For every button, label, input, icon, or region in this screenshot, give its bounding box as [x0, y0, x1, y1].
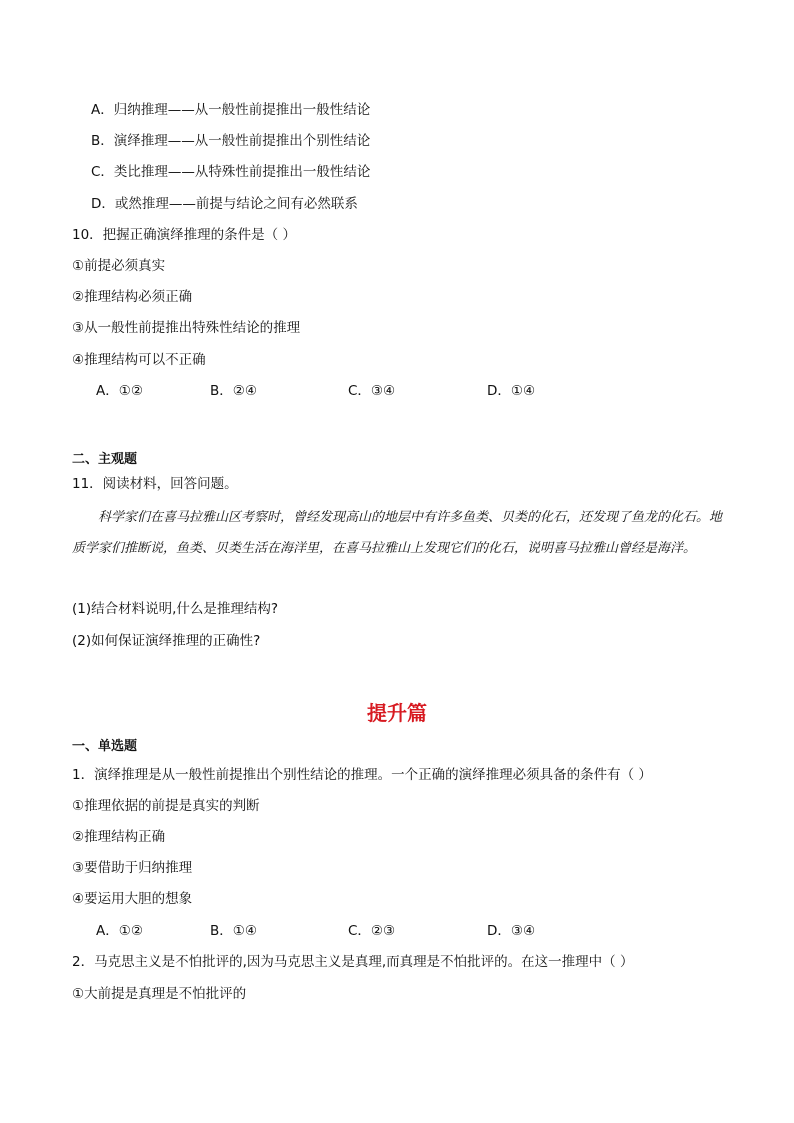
- section-title: 提升篇: [367, 701, 427, 725]
- p2-item-1: ①大前提是真理是不怕批评的: [72, 986, 247, 1002]
- q11-sub-1: (1)结合材料说明,什么是推理结构?: [72, 601, 279, 617]
- q10-choice-b: B．②④: [210, 383, 257, 399]
- p1-item-3: ③要借助于归纳推理: [72, 860, 193, 876]
- q11-sub-2: (2)如何保证演绎推理的正确性?: [72, 633, 261, 649]
- p1-choice-a: A．①②: [96, 923, 143, 939]
- p1-choice-b: B．①④: [210, 923, 257, 939]
- q11-stem: 11．阅读材料，回答问题。: [72, 476, 238, 492]
- q9-option-b: B．演绎推理——从一般性前提推出个别性结论: [91, 133, 371, 149]
- q9-option-a: A．归纳推理——从一般性前提推出一般性结论: [91, 102, 371, 118]
- p1-item-4: ④要运用大胆的想象: [72, 891, 193, 907]
- p1-item-1: ①推理依据的前提是真实的判断: [72, 798, 260, 814]
- p1-stem: 1．演绎推理是从一般性前提推出个别性结论的推理。一个正确的演绎推理必须具备的条件有（ ）: [72, 767, 652, 783]
- q9-option-c: C．类比推理——从特殊性前提推出一般性结论: [91, 164, 371, 180]
- q10-item-1: ①前提必须真实: [72, 258, 166, 274]
- p1-choice-d: D．③④: [487, 923, 536, 939]
- q10-stem: 10．把握正确演绎推理的条件是（ ）: [72, 227, 296, 243]
- p1-choice-c: C．②③: [348, 923, 396, 939]
- q10-choice-c: C．③④: [348, 383, 396, 399]
- section-heading-single-choice: 一、单选题: [72, 739, 138, 754]
- q9-option-d: D．或然推理——前提与结论之间有必然联系: [91, 196, 358, 212]
- q10-item-2: ②推理结构必须正确: [72, 289, 193, 305]
- section-heading-subjective: 二、主观题: [72, 452, 138, 467]
- q10-choice-d: D．①④: [487, 383, 536, 399]
- q10-item-3: ③从一般性前提推出特殊性结论的推理: [72, 320, 301, 336]
- p2-stem: 2．马克思主义是不怕批评的,因为马克思主义是真理,而真理是不怕批评的。在这一推理中（ ）: [72, 954, 634, 970]
- q10-item-4: ④推理结构可以不正确: [72, 352, 206, 368]
- q10-choice-a: A．①②: [96, 383, 143, 399]
- q11-material: 科学家们在喜马拉雅山区考察时，曾经发现高山的地层中有许多鱼类、贝类的化石，还发现了鱼龙的化石。地质学家们推断说，鱼类、贝类生活在海洋里，在喜马拉雅山上发现它们的化石，说明喜马拉雅山曾经是海洋。: [72, 510, 723, 556]
- p1-item-2: ②推理结构正确: [72, 829, 166, 845]
